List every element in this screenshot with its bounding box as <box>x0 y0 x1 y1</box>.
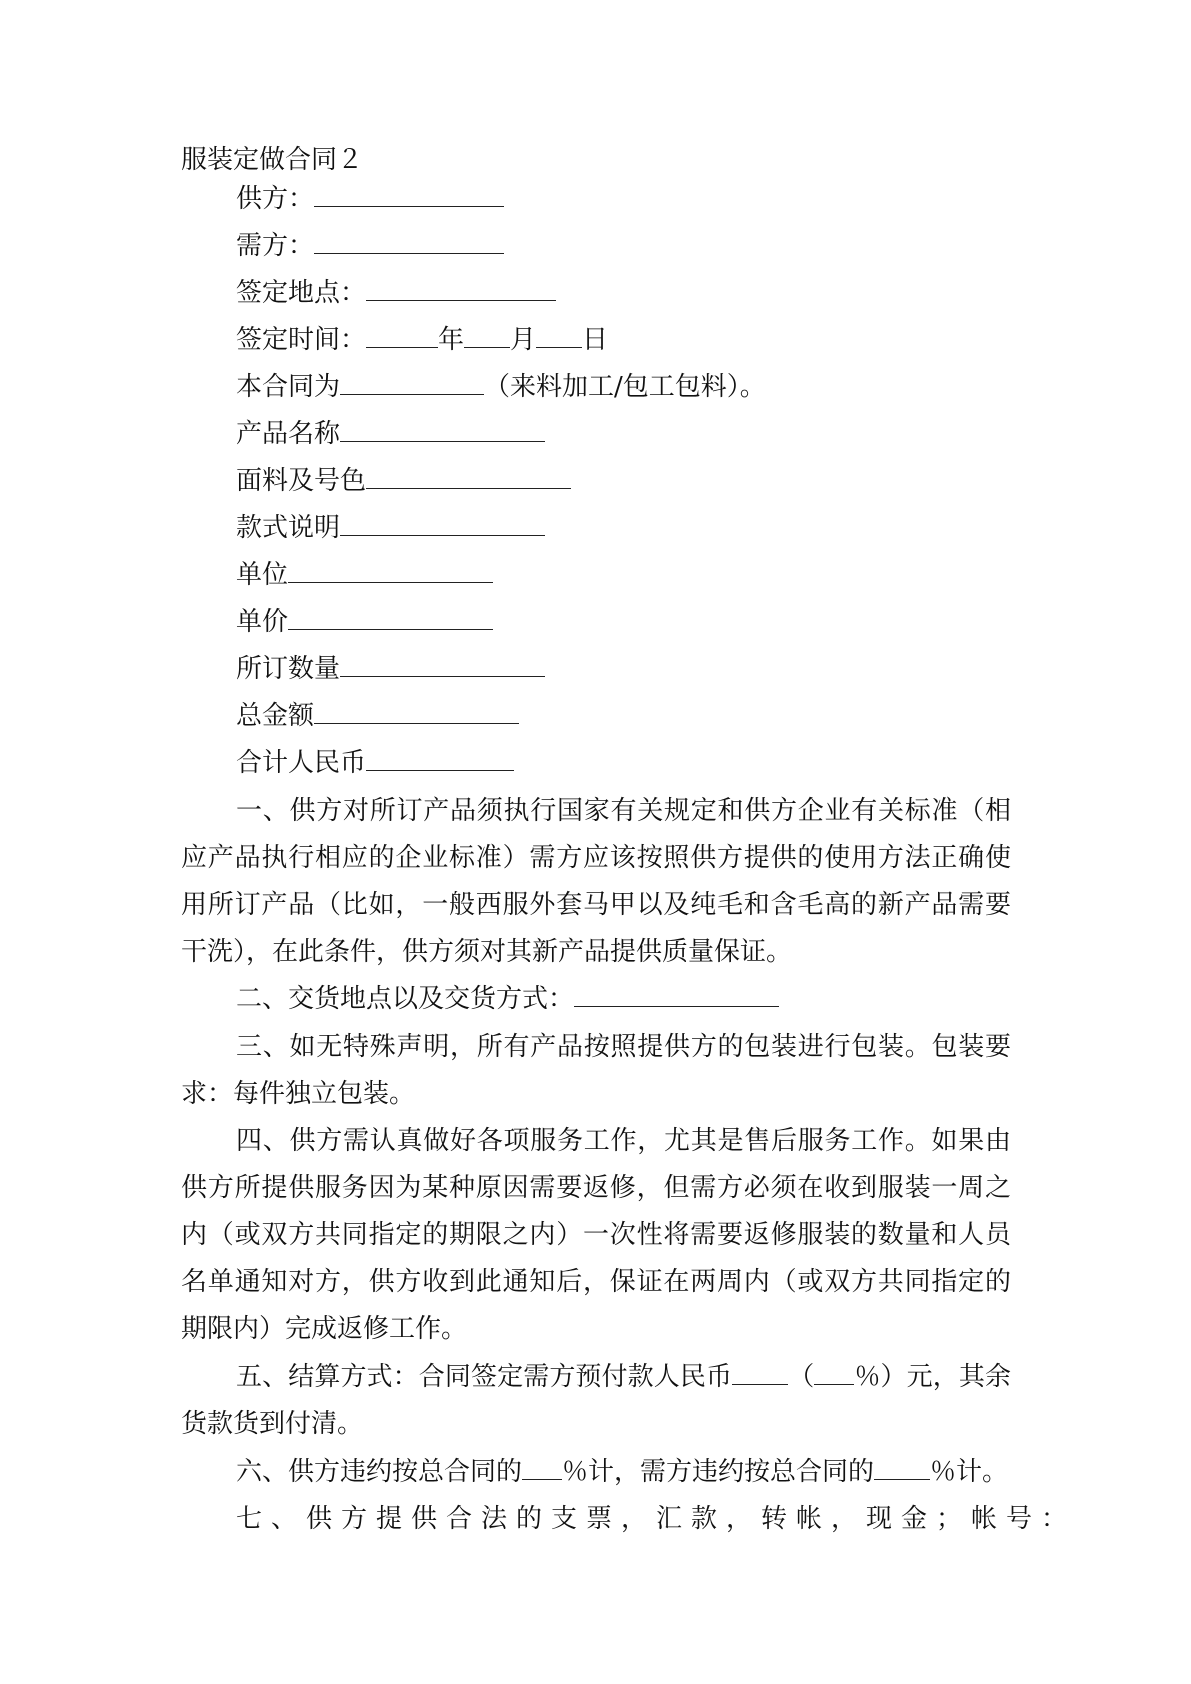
fabric-blank <box>366 466 571 489</box>
clause-6 <box>236 1452 1008 1492</box>
rmb-total-label: 合计人民币 <box>236 748 367 778</box>
place-label: 签定地点： <box>236 278 367 308</box>
fabric-label: 面料及号色 <box>236 466 367 496</box>
contract-type-suffix: （来料加工/包工包料）。 <box>484 372 766 402</box>
rmb-total-blank <box>366 748 514 771</box>
clause-6-b: ％计，需方违约按总合同的 <box>562 1457 875 1487</box>
clause-2-label: 二、交货地点以及交货方式： <box>236 984 575 1014</box>
year-label: 年 <box>438 325 465 355</box>
month-label: 月 <box>510 325 537 355</box>
product-name-field <box>236 414 545 454</box>
clause-5 <box>181 1354 1011 1448</box>
product-name-label: 产品名称 <box>236 419 341 449</box>
contract-type-field <box>236 367 766 407</box>
quantity-field <box>236 649 545 689</box>
clause-7: 七、供方提供合法的支票，汇款，转帐，现金；帐号： <box>236 1504 1077 1534</box>
unit-price-field <box>236 602 493 642</box>
month-blank <box>464 325 510 348</box>
time-field <box>236 320 608 360</box>
clause-2 <box>236 979 779 1019</box>
quantity-label: 所订数量 <box>236 654 341 684</box>
day-blank <box>536 325 582 348</box>
clause-4: 四、供方需认真做好各项服务工作，尤其是售后服务工作。如果由供方所提供服务因为某种原因需要返修，但需方必须在收到服装一周之内（或双方共同指定的期限之内）一次性将需要返修服装的数量和人员名单通知对方，供方收到此通知后，保证在两周内（或双方共同指定的期限内）完成返修工作。 <box>181 1126 1011 1344</box>
clause-5-c: ％）元，其余货款货到付清。 <box>181 1362 1011 1439</box>
clause-5-b: （ <box>788 1362 815 1392</box>
unit-field <box>236 555 493 595</box>
style-field <box>236 508 545 548</box>
place-blank <box>366 278 556 301</box>
clause-1: 一、供方对所订产品须执行国家有关规定和供方企业有关标准（相应产品执行相应的企业标准）需方应该按照供方提供的使用方法正确使用所订产品（比如，一般西服外套马甲以及纯毛和含毛高的新产品需要干洗），在此条件，供方须对其新产品提供质量保证。 <box>181 796 1011 967</box>
supplier-blank <box>314 184 504 207</box>
product-name-blank <box>340 419 545 442</box>
supplier-field <box>236 179 504 219</box>
quantity-blank <box>340 654 545 677</box>
total-blank <box>314 701 519 724</box>
style-blank <box>340 513 545 536</box>
supplier-penalty-blank <box>522 1457 562 1480</box>
buyer-field <box>236 226 504 266</box>
day-label: 日 <box>582 325 609 355</box>
clause-5-a: 五、结算方式：合同签定需方预付款人民币 <box>236 1362 733 1392</box>
unit-blank <box>288 560 493 583</box>
total-label: 总金额 <box>236 701 315 731</box>
unit-label: 单位 <box>236 560 289 590</box>
fabric-field <box>236 461 571 501</box>
clause-3: 三、如无特殊声明，所有产品按照提供方的包装进行包装。包装要求：每件独立包装。 <box>181 1032 1011 1109</box>
delivery-blank <box>574 984 779 1007</box>
clause-6-c: ％计。 <box>930 1457 1009 1487</box>
clause-6-a: 六、供方违约按总合同的 <box>236 1457 523 1487</box>
contract-type-blank <box>340 372 484 395</box>
prepay-amount-blank <box>732 1362 788 1385</box>
style-label: 款式说明 <box>236 513 341 543</box>
buyer-label: 需方： <box>236 231 315 261</box>
document-title: 服装定做合同２ <box>181 145 364 175</box>
total-field <box>236 696 519 736</box>
contract-type-prefix: 本合同为 <box>236 372 341 402</box>
time-label: 签定时间： <box>236 325 367 355</box>
rmb-total-field <box>236 743 514 783</box>
buyer-blank <box>314 231 504 254</box>
unit-price-label: 单价 <box>236 607 289 637</box>
buyer-penalty-blank <box>874 1457 930 1480</box>
place-field <box>236 273 556 313</box>
unit-price-blank <box>288 607 493 630</box>
prepay-percent-blank <box>814 1362 854 1385</box>
supplier-label: 供方： <box>236 184 315 214</box>
year-blank <box>366 325 438 348</box>
